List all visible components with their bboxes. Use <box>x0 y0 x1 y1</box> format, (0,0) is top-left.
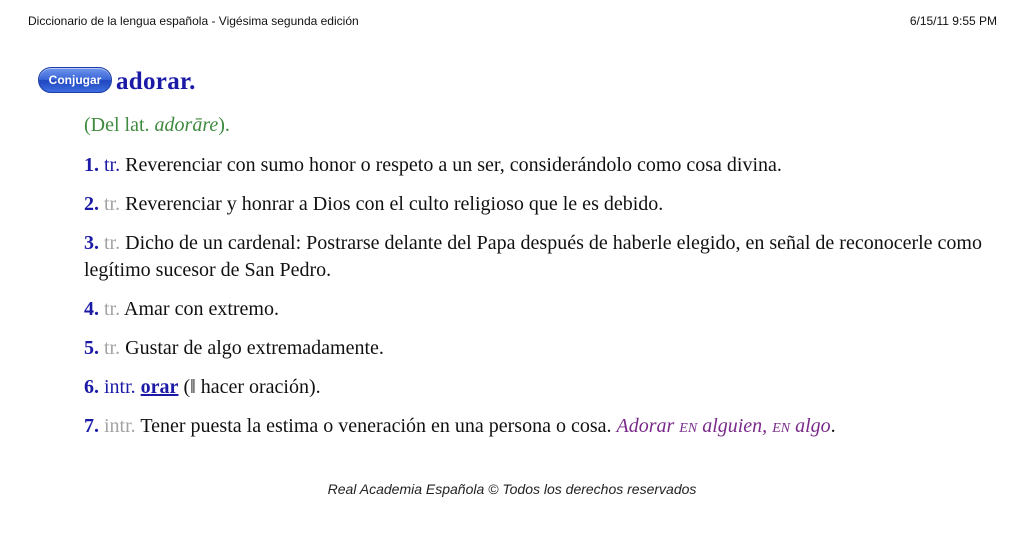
grammar-abbr: tr. <box>104 298 121 320</box>
example-part: alguien, <box>697 415 773 437</box>
definition-text: Reverenciar con sumo honor o respeto a un ser, considerándolo como cosa divina. <box>125 154 782 176</box>
example-end: . <box>830 415 836 437</box>
entry-heading <box>38 67 196 97</box>
definition-number: 6. <box>84 376 99 398</box>
etymology-word: adorāre <box>154 114 219 136</box>
definition-2 <box>84 191 984 218</box>
definition-text: Reverenciar y honrar a Dios con el culto religioso que le es debido. <box>125 193 664 215</box>
lemma-title: adorar. <box>116 68 196 95</box>
definition-text: (‖ hacer oración). <box>183 376 321 398</box>
definition-1 <box>84 152 984 179</box>
definition-text: Gustar de algo extremadamente. <box>125 337 384 359</box>
definition-number: 4. <box>84 298 99 320</box>
definition-text: Amar con extremo. <box>124 298 279 320</box>
copyright-footer: Real Academia Española © Todos los derechos reservados <box>327 481 697 497</box>
definition-number: 1. <box>84 154 99 176</box>
page-header-datetime: 6/15/11 9:55 PM <box>909 14 997 28</box>
definition-number: 3. <box>84 232 99 254</box>
example-preposition: en <box>772 415 791 437</box>
definition-number: 2. <box>84 193 99 215</box>
definition-text: Tener puesta la estima o veneración en una persona o cosa. <box>140 415 612 437</box>
example-preposition: en <box>679 415 698 437</box>
grammar-abbr: tr. <box>104 193 121 215</box>
example-part: Adorar <box>616 415 680 437</box>
definition-4 <box>84 296 984 323</box>
orar-link[interactable]: orar <box>140 376 179 398</box>
conjugar-button[interactable]: Conjugar <box>38 67 112 93</box>
definition-number: 7. <box>84 415 99 437</box>
definition-7 <box>84 413 984 440</box>
etymology-suffix: ). <box>218 114 230 136</box>
definition-6 <box>84 374 984 401</box>
etymology <box>84 114 230 137</box>
page-header-title: Diccionario de la lengua española - Vigésima segunda edición <box>28 14 359 28</box>
definition-number: 5. <box>84 337 99 359</box>
definition-text: Dicho de un cardenal: Postrarse delante del Papa después de haberle elegido, en señal de reconocerle como legítimo sucesor de San Pedro. <box>84 232 982 281</box>
etymology-prefix: (Del lat. <box>84 114 155 136</box>
definition-5 <box>84 335 984 362</box>
grammar-abbr: tr. <box>104 232 121 254</box>
grammar-abbr: intr. <box>104 415 136 437</box>
grammar-abbr[interactable]: tr. <box>104 154 121 176</box>
definitions-list <box>84 152 984 452</box>
grammar-abbr: tr. <box>104 337 121 359</box>
grammar-abbr[interactable]: intr. <box>104 376 136 398</box>
usage-example <box>617 415 831 437</box>
definition-3 <box>84 230 984 284</box>
example-part: algo <box>790 415 831 437</box>
